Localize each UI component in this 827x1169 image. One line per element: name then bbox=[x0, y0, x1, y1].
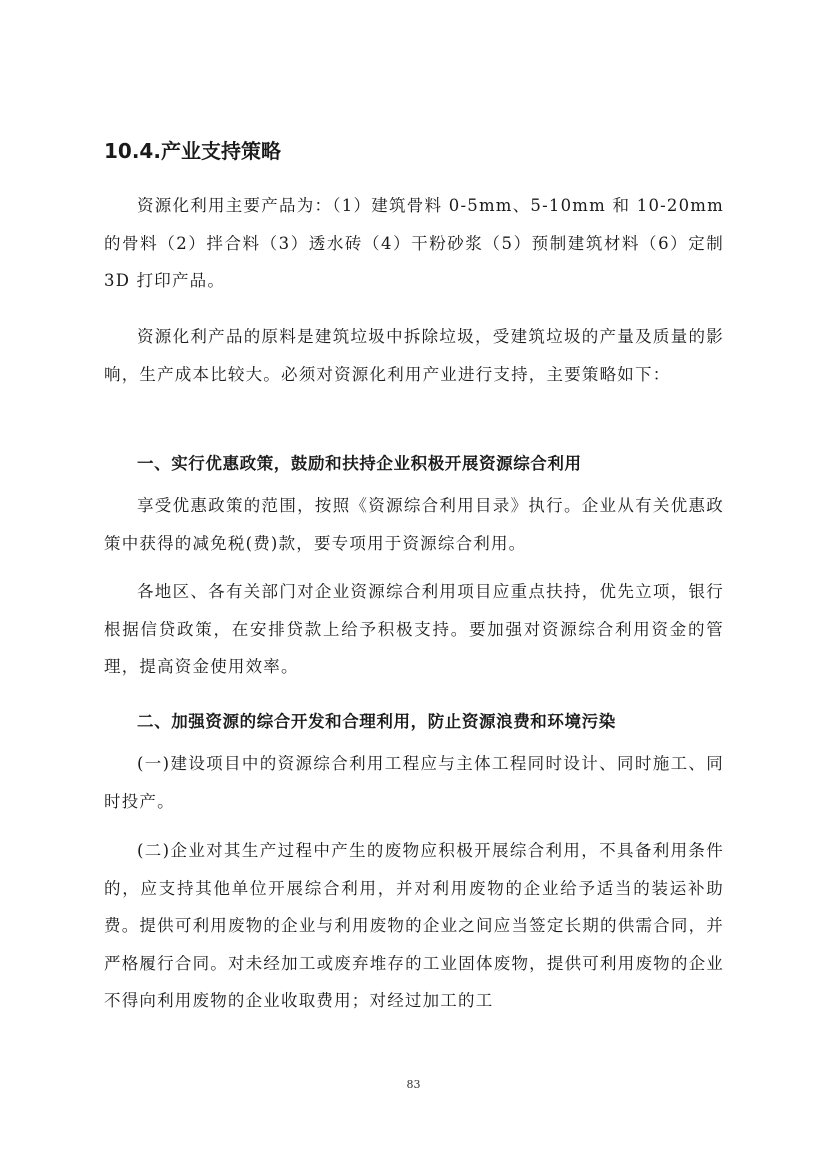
subheading-preferential-policy: 一、实行优惠政策，鼓励和扶持企业积极开展资源综合利用 bbox=[137, 454, 582, 473]
paragraph-raw-materials: 资源化利产品的原料是建筑垃圾中拆除垃圾，受建筑垃圾的产量及质量的影响，生产成本比较大。必须对资源化利用产业进行支持，主要策略如下： bbox=[104, 327, 724, 384]
section-heading: 10.4.产业支持策略 bbox=[104, 139, 281, 163]
paragraph-policy-scope: 享受优惠政策的范围，按照《资源综合利用目录》执行。企业从有关优惠政策中获得的减免税(费)款，要专项用于资源综合利用。 bbox=[104, 496, 724, 553]
paragraph-construction-projects: (一)建设项目中的资源综合利用工程应与主体工程同时设计、同时施工、同时投产。 bbox=[104, 754, 724, 811]
paragraph-enterprise-waste: (二)企业对其生产过程中产生的废物应积极开展综合利用，不具备利用条件的，应支持其他单位开展综合利用，并对利用废物的企业给予适当的装运补助费。提供可利用废物的企业与利用废物的企业之间应当签定长期的供需合同，并严格履行合同。对未经加工或废弃堆存的工业固体废物，提供可利用废物的企业不得向利用废物的企业收取费用；对经过加工的工 bbox=[104, 841, 724, 1010]
paragraph-project-support: 各地区、各有关部门对企业资源综合利用项目应重点扶持，优先立项，银行根据信贷政策，在安排贷款上给予积极支持。要加强对资源综合利用资金的管理，提高资金使用效率。 bbox=[104, 582, 724, 676]
subheading-resource-development: 二、加强资源的综合开发和合理利用，防止资源浪费和环境污染 bbox=[137, 712, 616, 731]
page-number: 83 bbox=[406, 1078, 421, 1091]
paragraph-products: 资源化利用主要产品为：（1）建筑骨料 0-5mm、5-10mm 和 10-20mm 的骨料（2）拌合料（3）透水砖（4）干粉砂浆（5）预制建筑材料（6）定制 3D 打印产品。 bbox=[104, 196, 724, 290]
